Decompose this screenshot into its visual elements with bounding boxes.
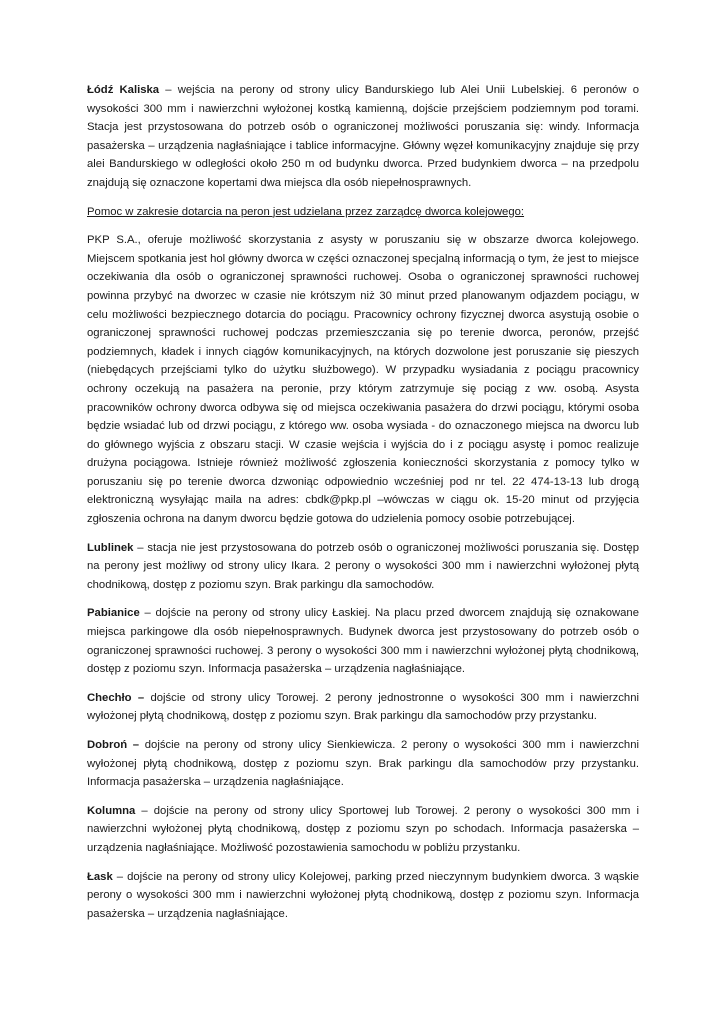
station-name-dobron: Dobroń –	[87, 739, 140, 751]
paragraph-text: dojście na perony od strony ulicy Sienkiewicza. 2 perony o wysokości 300 mm i nawierzchni wyłożonej płytą chodnikową, dostęp z poziomu szyn. Brak parkingu dla samochodów przy przystanku. Informacja pasażerska – urządzenia nagłaśniające.	[87, 739, 639, 789]
paragraph-pabianice	[87, 604, 639, 678]
station-name-lublinek: Lublinek	[87, 541, 134, 554]
station-name-lask: Łask	[87, 870, 113, 883]
paragraph-text: – dojście na perony od strony ulicy Łaskiej. Na placu przed dworcem znajdują się oznakowane miejsca parkingowe dla osób niepełnosprawnych. Budynek dworca jest przystosowany do potrzeb osób o ograniczonej sprawności ruchowej. 3 perony o wysokości 300 mm i nawierzchni wyłożonej płytą chodnikową, dostęp z poziomu szyn. Informacja pasażerska – urządzenia nagłaśniające.	[87, 607, 639, 676]
paragraph-text: – wejścia na perony od strony ulicy Bandurskiego lub Alei Unii Lubelskiej. 6 peronów o wysokości 300 mm i nawierzchni wyłożonej kostką kamienną, dojście przejściem podziemnym pod torami. Stacja jest przystosowana do potrzeb osób o ograniczonej możliwości poruszania się: windy. Informacja pasażerska – urządzenia nagłaśniające i tablice informacyjne. Główny węzeł komunikacyjny znajduje się przy alei Bandurskiego w odległości około 250 m od budynku dworca. Przed budynkiem dworca – na przedpolu znajdują się oznaczone kopertami dwa miejsca dla osób niepełnosprawnych.	[87, 84, 639, 189]
paragraph-text: – dojście na perony od strony ulicy Kolejowej, parking przed nieczynnym budynkiem dworca. 3 wąskie perony o wysokości 300 mm i nawierzchni wyłożonej płytą chodnikową, dostęp z poziomu szyn. Informacja pasażerska – urządzenia nagłaśniające.	[87, 870, 639, 920]
paragraph-lodz-kaliska	[87, 81, 639, 193]
paragraph-text: dojście od strony ulicy Torowej. 2 perony jednostronne o wysokości 300 mm i nawierzchni wyłożonej płytą chodnikową, dostęp z poziomu szyn. Brak parkingu dla samochodów przy przystanku.	[87, 691, 639, 723]
paragraph-text: – stacja nie jest przystosowana do potrzeb osób o ograniczonej możliwości poruszania się. Dostęp na perony jest możliwy od strony ulicy Ikara. 2 perony o wysokości 300 mm i nawierzchni wyłożonej płytą chodnikową, dostęp z poziomu szyn. Brak parkingu dla samochodów.	[87, 541, 639, 591]
station-name-chechlo: Chechło –	[87, 691, 145, 704]
paragraph-kolumna	[87, 802, 639, 858]
paragraph-pomoc-heading	[87, 203, 639, 222]
paragraph-pkp-assistance	[87, 231, 639, 529]
paragraph-dobron	[87, 736, 639, 792]
paragraph-lask	[87, 868, 639, 924]
paragraph-chechlo	[87, 689, 639, 726]
paragraph-lublinek	[87, 539, 639, 595]
paragraph-text: – dojście na perony od strony ulicy Sportowej lub Torowej. 2 perony o wysokości 300 mm i nawierzchni wyłożonej płytą chodnikową, dostęp z poziomu szyn po schodach. Informacja pasażerska – urządzenia nagłaśniające. Możliwość pozostawienia samochodu w pobliżu przystanku.	[87, 804, 639, 854]
station-name-lodz-kaliska: Łódź Kaliska	[87, 84, 160, 96]
paragraph-text: PKP S.A., oferuje możliwość skorzystania z asysty w poruszaniu się w obszarze dworca kolejowego. Miejscem spotkania jest hol główny dworca w części oznaczonej specjalną informacją o tym, że jest to miejsce oczekiwania dla osób o ograniczonej sprawności ruchowej. Osoba o ograniczonej sprawności ruchowej powinna przybyć na dworzec w czasie nie krótszym niż 30 minut przed planowanym odjazdem pociągu, w celu możliwości bezpiecznego dotarcia do pociągu. Pracownicy ochrony fizycznej dworca asystują osobie o ograniczonej sprawności ruchowej podczas przemieszczania się po terenie dworca, peronów, przejść podziemnych, kładek i innych ciągów komunikacyjnych, na których dozwolone jest poruszanie się pieszych (niebędących przejściami tylko do użytku służbowego). W przypadku wysiadania z pociągu pracownicy ochrony oczekują na pasażera na peronie, przy którym zatrzymuje się pociąg z ww. osobą. Asysta pracowników ochrony dworca odbywa się od miejsca oczekiwania pasażera do drzwi pociągu, którymi osoba będzie wsiadać lub od drzwi pociągu, z którego ww. osoba wysiada - do oznaczonego miejsca na dworcu lub do głównego wyjścia z obszaru stacji. W czasie wejścia i wyjścia do i z pociągu asystę i pomoc realizuje drużyna pociągowa. Istnieje również możliwość zgłoszenia konieczności skorzystania z pomocy tylko w poruszaniu się po terenie dworca dzwoniąc odpowiednio wcześniej pod nr tel. 22 474-13-13 lub drogą elektroniczną wysyłając maila na adres: cbdk@pkp.pl –wówczas w ciągu ok. 15-20 minut od przyjęcia zgłoszenia ochrona na danym dworcu będzie gotowa do udzielenia pomocy osobie potrzebującej.	[87, 234, 639, 526]
station-name-kolumna: Kolumna	[87, 804, 136, 817]
station-name-pabianice: Pabianice	[87, 607, 140, 620]
section-heading: Pomoc w zakresie dotarcia na peron jest udzielana przez zarządcę dworca kolejowego:	[87, 205, 525, 218]
